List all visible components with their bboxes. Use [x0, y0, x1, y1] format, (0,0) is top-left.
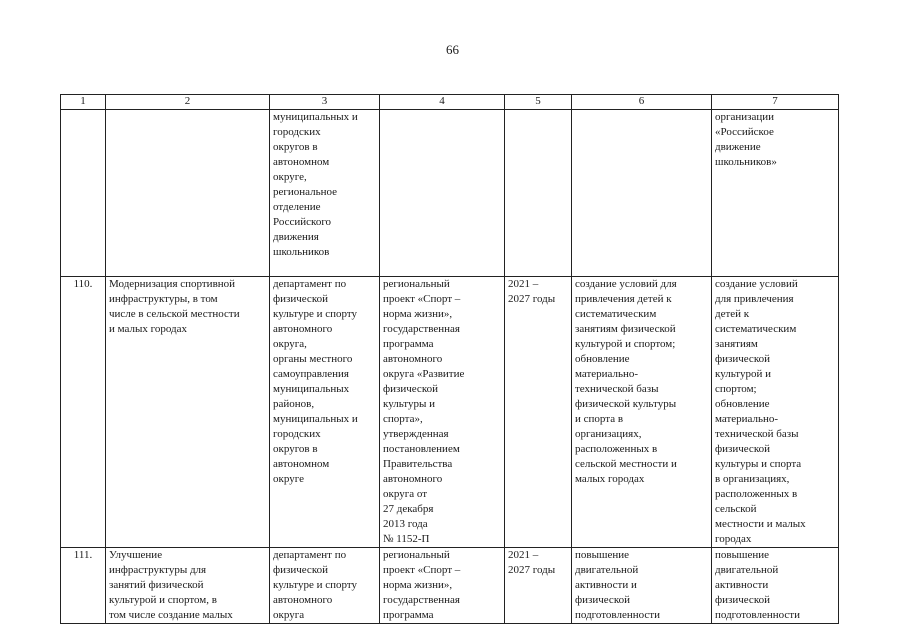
- result-text: создание условий для привлечения детей к систематическим занятиям физической культурой и спортом; обновление материально- технической базы физической культуры и спорта в организациях, расположенных в сельской местности и малых городах: [575, 278, 677, 485]
- result-cell: [572, 548, 712, 624]
- program-cell: [380, 548, 505, 624]
- measure-cell: [106, 277, 270, 548]
- column-header: 7: [712, 95, 839, 110]
- row-number: 110.: [73, 278, 93, 290]
- program-cell: [380, 277, 505, 548]
- row-number-cell: [61, 277, 106, 548]
- column-header: 4: [380, 95, 505, 110]
- period-cell: [505, 548, 572, 624]
- column-header: 2: [106, 95, 270, 110]
- executor-text: департамент по физической культуре и спорту автономного округа: [273, 549, 358, 621]
- program-text: региональный проект «Спорт – норма жизни», государственная программа: [383, 549, 461, 621]
- table-row: [61, 110, 839, 277]
- program-cell: [380, 110, 505, 277]
- period-text: 2021 – 2027 годы: [508, 549, 556, 576]
- table-header-row: [61, 95, 839, 110]
- measure-cell: [106, 110, 270, 277]
- measure-text: Улучшение инфраструктуры для занятий физической культурой и спортом, в том числе создание малых: [109, 549, 233, 621]
- executor-cell: [270, 277, 380, 548]
- row-number: 111.: [73, 549, 93, 561]
- executor-cell: [270, 110, 380, 277]
- indicator-text: создание условий для привлечения детей к систематическим занятиям физической культурой и спортом; обновление материально- технической базы физической культуры и спорта в организациях, расположенных в сельской местности и малых городах: [715, 278, 806, 545]
- result-text: повышение двигательной активности и физической подготовленности: [575, 549, 660, 621]
- indicator-text: организации «Российское движение школьников»: [715, 111, 777, 168]
- table-row: [61, 548, 839, 624]
- indicator-cell: [712, 548, 839, 624]
- result-cell: [572, 277, 712, 548]
- indicator-cell: [712, 110, 839, 277]
- column-header: 1: [61, 95, 106, 110]
- executor-text: муниципальных и городских округов в автономном округе, региональное отделение Российского движения школьников: [273, 111, 358, 258]
- indicator-text: повышение двигательной активности физической подготовленности: [715, 549, 800, 621]
- period-cell: [505, 277, 572, 548]
- row-number-cell: [61, 110, 106, 277]
- period-text: 2021 – 2027 годы: [508, 278, 556, 305]
- column-header: 3: [270, 95, 380, 110]
- executor-cell: [270, 548, 380, 624]
- document-table: [60, 94, 839, 624]
- column-header: 5: [505, 95, 572, 110]
- period-cell: [505, 110, 572, 277]
- column-header: 6: [572, 95, 712, 110]
- table-row: [61, 277, 839, 548]
- indicator-cell: [712, 277, 839, 548]
- measure-cell: [106, 548, 270, 624]
- executor-text: департамент по физической культуре и спорту автономного округа, органы местного самоуправления муниципальных районов, муниципальных и городских округов в автономном округе: [273, 278, 358, 485]
- page-number: 66: [446, 42, 459, 57]
- result-cell: [572, 110, 712, 277]
- row-number-cell: [61, 548, 106, 624]
- measure-text: Модернизация спортивной инфраструктуры, в том числе в сельской местности и малых городах: [109, 278, 240, 335]
- program-text: региональный проект «Спорт – норма жизни», государственная программа автономного округа «Развитие физической культуры и спорта», утвержденная постановлением Правительства автономного округа от 27 декабря 2013 года № 1152-П: [383, 278, 465, 545]
